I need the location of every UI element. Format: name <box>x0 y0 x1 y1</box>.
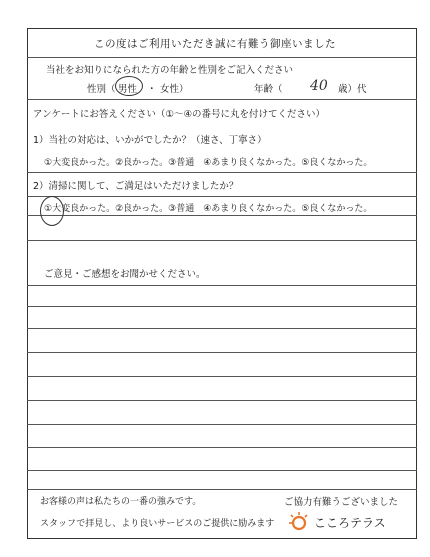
profile-intro: 当社をお知りになられた方の年齢と性別をご記入ください <box>46 65 294 76</box>
comment-line <box>27 470 417 471</box>
page-title: この度はご利用いただき誠に有難う御座いました <box>94 38 336 50</box>
gender-male: 男性 <box>118 84 138 95</box>
footer-line-2: スタッフで拝見し、より良いサービスのご提供に励みます <box>40 519 275 529</box>
survey-sheet <box>27 28 417 539</box>
divider <box>27 285 417 286</box>
comment-line <box>27 328 417 329</box>
divider <box>27 240 417 241</box>
age-label: 年齢（ <box>254 84 283 95</box>
question-1-options: ①大変良かった。②良かった。③普通 ④あまり良くなかった。⑤良くなかった。 <box>44 158 373 168</box>
gender-label: 性別（ <box>87 84 116 95</box>
age-suffix: 歳）代 <box>338 84 367 95</box>
selection-circle <box>40 196 64 226</box>
gender-separator: ・ <box>147 84 157 95</box>
question-1: 1）当社の対応は、いかがでしたか？（速さ、丁寧さ） <box>33 135 267 146</box>
selection-circle <box>115 76 143 96</box>
divider <box>27 489 417 490</box>
footer-line-1: お客様の声は私たちの一番の強みです。 <box>40 497 202 507</box>
comment-line <box>27 352 417 353</box>
comment-line <box>27 400 417 401</box>
divider <box>27 196 417 197</box>
gender-female: 女性） <box>160 84 189 95</box>
survey-instruction: アンケートにお答えください（①～④の番号に丸を付けてください） <box>33 109 325 120</box>
comment-line <box>27 447 417 448</box>
sun-logo-icon <box>288 511 310 533</box>
divider <box>27 57 417 58</box>
age-value: 40 <box>310 78 328 94</box>
comment-line <box>27 306 417 307</box>
question-2-options: ①大変良かった。②良かった。③普通 ④あまり良くなかった。⑤良くなかった。 <box>44 204 373 214</box>
comment-line <box>27 424 417 425</box>
brand-name: こころテラス <box>314 516 386 530</box>
question-2: 2）清掃に関して、ご満足はいただけましたか？ <box>33 181 239 192</box>
thanks-text: ご協力有難うございました <box>284 497 399 508</box>
divider <box>27 172 417 173</box>
divider <box>27 215 417 216</box>
divider <box>27 99 417 100</box>
comments-label: ご意見・ご感想をお聞かせください。 <box>44 269 206 280</box>
comment-line <box>27 376 417 377</box>
